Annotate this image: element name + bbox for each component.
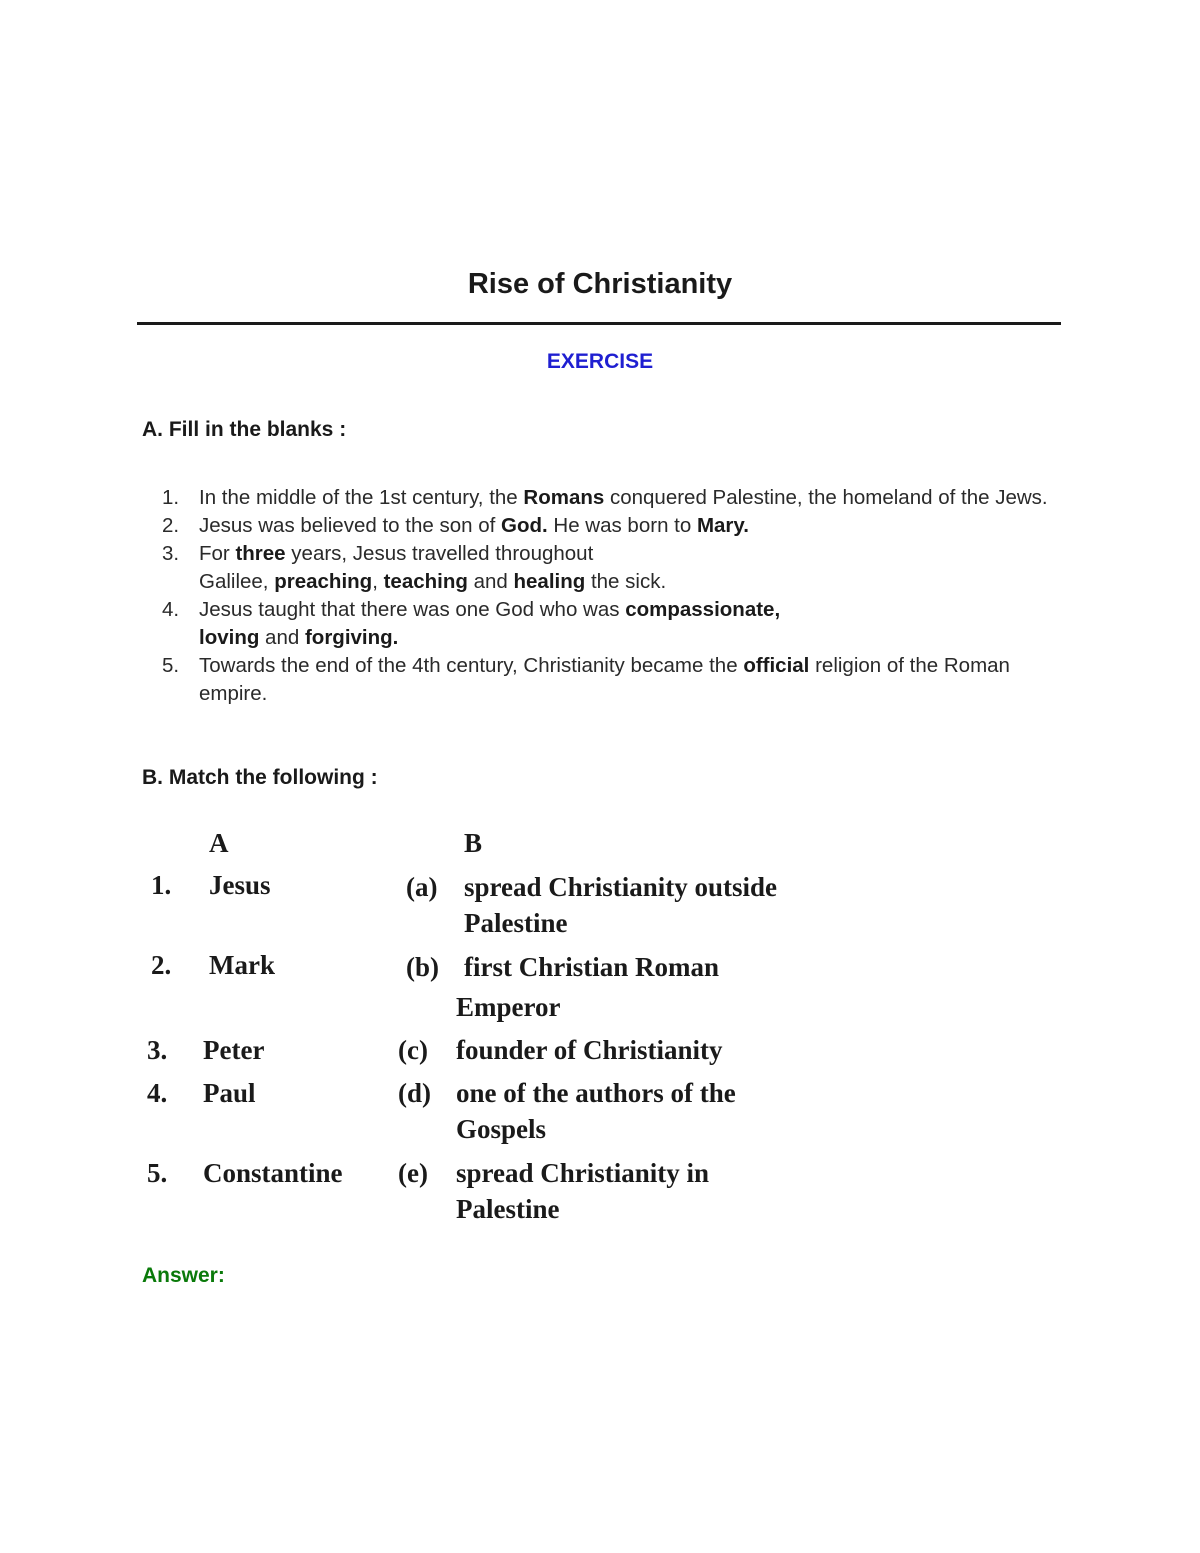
answer-word: teaching (383, 570, 468, 593)
match-description: Palestine (456, 1194, 560, 1224)
match-description: one of the authors of the (456, 1078, 736, 1108)
answer-word: preaching (274, 570, 373, 593)
match-description: Gospels (456, 1114, 547, 1144)
answer-word: healing (513, 570, 586, 593)
match-term: Jesus (209, 870, 271, 900)
item-text: conquered Palestine, the homeland of the Jews. (604, 486, 1048, 509)
match-description: Emperor (456, 992, 561, 1022)
item-text: and (259, 626, 305, 649)
match-description: first Christian Roman (464, 952, 719, 982)
item-number: 4. (162, 598, 180, 621)
item-text: the sick. (585, 570, 667, 593)
item-text: Jesus was believed to the son of (199, 514, 501, 537)
answer-word: compassionate, (625, 598, 781, 621)
match-term: Constantine (203, 1158, 343, 1188)
item-number: 5. (162, 654, 180, 677)
item-number: 2. (162, 514, 180, 537)
match-letter: (b) (406, 952, 439, 982)
answer-word: Romans (523, 486, 605, 509)
item-number: 3. (162, 542, 180, 565)
match-term: Peter (203, 1035, 265, 1065)
page-title: Rise of Christianity (467, 268, 733, 300)
answer-word: three (235, 542, 286, 565)
answer-word: Mary. (696, 514, 749, 537)
item-text: Galilee, (199, 570, 275, 593)
match-description: spread Christianity in (456, 1158, 710, 1188)
item-number: 1. (162, 486, 180, 509)
answer-label: Answer: (142, 1264, 225, 1287)
item-text: and (467, 570, 514, 593)
answer-word: loving (199, 626, 260, 649)
item-text: years, Jesus travelled throughout (285, 542, 594, 565)
match-row-number: 5. (147, 1158, 168, 1188)
item-text: For (199, 542, 236, 565)
column-a-header: A (209, 828, 229, 858)
match-row-number: 1. (151, 870, 172, 900)
match-letter: (a) (406, 872, 438, 902)
match-term: Paul (203, 1078, 256, 1108)
section-a-heading: A. Fill in the blanks : (142, 418, 347, 441)
exercise-heading: EXERCISE (546, 350, 654, 373)
item-text: , (372, 570, 384, 593)
item-text: religion of the Roman empire. (199, 654, 1010, 705)
match-row-number: 2. (151, 950, 172, 980)
match-row-number: 4. (147, 1078, 168, 1108)
item-text: In the middle of the 1st century, the (199, 486, 524, 509)
answer-word: official (743, 654, 810, 677)
match-letter: (e) (398, 1158, 428, 1188)
match-letter: (c) (398, 1035, 428, 1065)
match-description: founder of Christianity (456, 1035, 723, 1065)
match-description: Palestine (464, 908, 568, 938)
item-text: Towards the end of the 4th century, Christianity became the (199, 654, 744, 677)
match-letter: (d) (398, 1078, 431, 1108)
answer-word: God. (501, 514, 548, 537)
match-description: spread Christianity outside (464, 872, 778, 902)
item-text: Jesus taught that there was one God who was (199, 598, 626, 621)
match-row-number: 3. (147, 1035, 168, 1065)
answer-word: forgiving. (304, 626, 399, 649)
match-term: Mark (209, 950, 275, 980)
section-b-heading: B. Match the following : (142, 766, 378, 789)
column-b-header: B (464, 828, 483, 858)
item-text: He was born to (547, 514, 697, 537)
